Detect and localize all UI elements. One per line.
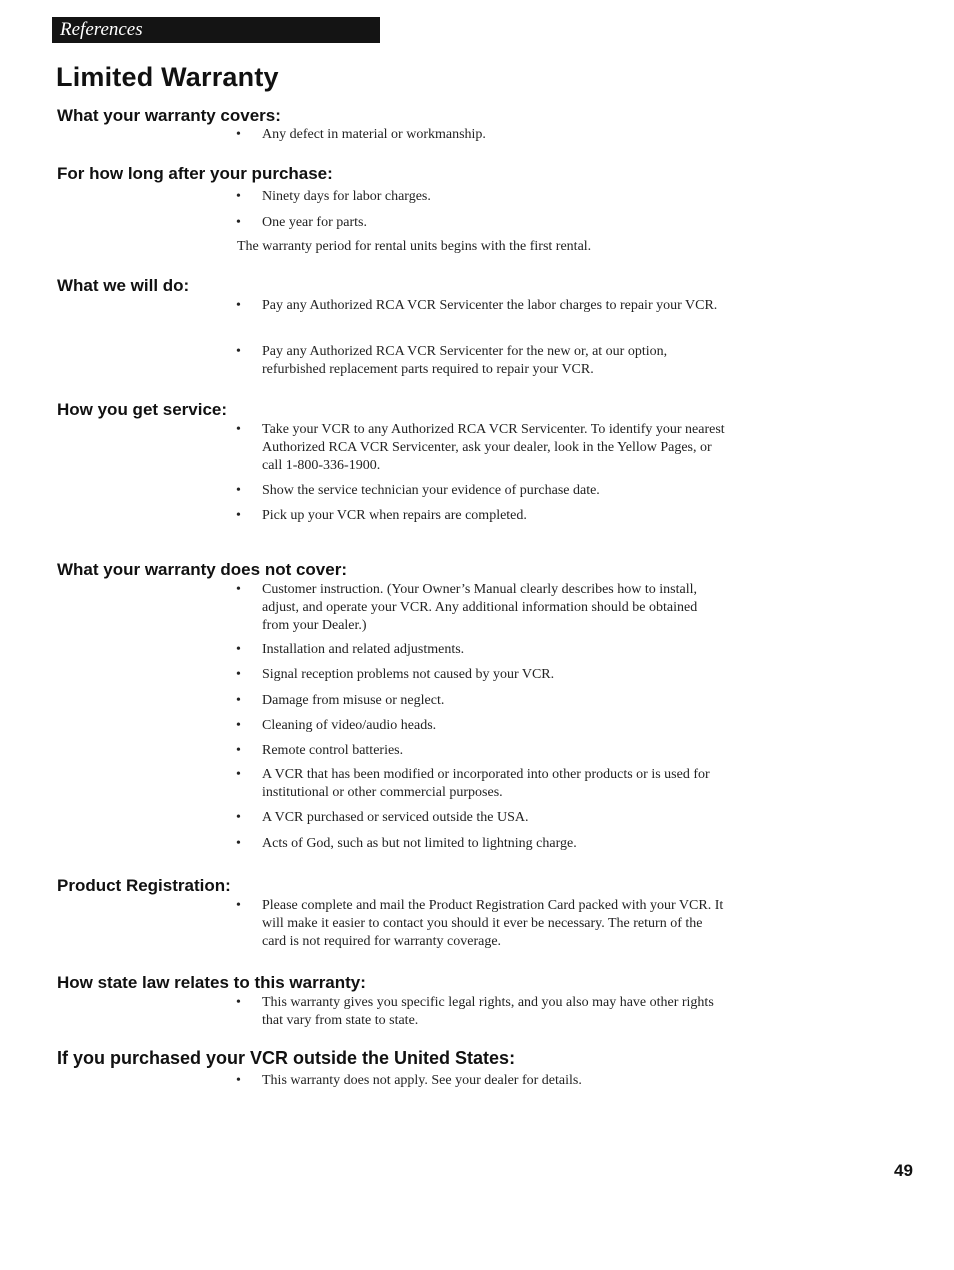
bullet-icon: •	[236, 189, 241, 204]
bullet-icon: •	[236, 767, 241, 782]
list-item: • Acts of God, such as but not limited to lightning charge.	[236, 836, 577, 851]
bullet-icon: •	[236, 810, 241, 825]
bullet-icon: •	[236, 215, 241, 230]
list-item: • Installation and related adjustments.	[236, 642, 465, 657]
list-item: • Cleaning of video/audio heads.	[236, 718, 437, 733]
page-number: 49	[894, 1161, 913, 1180]
heading-service: How you get service:	[57, 400, 228, 419]
heading-not-cover: What your warranty does not cover:	[57, 560, 347, 579]
bullet-icon: •	[236, 667, 241, 682]
list-item: • Ninety days for labor charges.	[236, 189, 431, 204]
list-item: • Signal reception problems not caused by your VCR.	[236, 667, 555, 682]
bullet-icon: •	[236, 693, 241, 708]
bullet-icon: •	[236, 898, 241, 913]
list-item: • A VCR that has been modified or incorporated into other products or is used for institutional or other commercial purposes.	[236, 767, 710, 800]
list-item: • A VCR purchased or serviced outside the USA.	[236, 810, 529, 825]
bullet-icon: •	[236, 344, 241, 359]
bullet-icon: •	[236, 483, 241, 498]
heading-will-do: What we will do:	[57, 276, 190, 295]
list-item: • Pay any Authorized RCA VCR Servicenter for the new or, at our option, refurbished replacement parts required to repair your VCR.	[236, 344, 668, 377]
bullet-icon: •	[236, 422, 241, 437]
list-item: • Please complete and mail the Product Registration Card packed with your VCR. It will make it easier to contact you should it ever be necessary. The return of the card is not required for warranty coverage.	[236, 898, 724, 949]
bullet-icon: •	[236, 743, 241, 758]
section-header-bar	[52, 17, 380, 43]
list-item: • Pick up your VCR when repairs are completed.	[236, 508, 527, 523]
list-item: • Pay any Authorized RCA VCR Servicenter the labor charges to repair your VCR.	[236, 298, 718, 313]
bullet-icon: •	[236, 127, 241, 142]
list-item: • One year for parts.	[236, 215, 367, 230]
heading-covers: What your warranty covers:	[57, 106, 281, 125]
list-item: • Customer instruction. (Your Owner’s Manual clearly describes how to install, adjust, and operate your VCR. Any additional information should be obtained from your Dealer.)	[236, 582, 698, 633]
heading-outside-us: If you purchased your VCR outside the United States:	[57, 1048, 516, 1068]
rental-note: The warranty period for rental units begins with the first rental.	[237, 239, 592, 254]
bullet-icon: •	[236, 836, 241, 851]
list-item: • Remote control batteries.	[236, 743, 404, 758]
bullet-icon: •	[236, 995, 241, 1010]
bullet-icon: •	[236, 1073, 241, 1088]
list-item: • This warranty does not apply. See your dealer for details.	[236, 1073, 582, 1088]
list-item: • Show the service technician your evidence of purchase date.	[236, 483, 600, 498]
bullet-icon: •	[236, 582, 241, 597]
bullet-icon: •	[236, 298, 241, 313]
section-label: References	[60, 19, 143, 40]
list-item: • Any defect in material or workmanship.	[236, 127, 486, 142]
bullet-icon: •	[236, 508, 241, 523]
list-item: • This warranty gives you specific legal rights, and you also may have other rights that vary from state to state.	[236, 995, 714, 1028]
bullet-icon: •	[236, 718, 241, 733]
bullet-icon: •	[236, 642, 241, 657]
heading-state-law: How state law relates to this warranty:	[57, 973, 366, 992]
heading-registration: Product Registration:	[57, 876, 231, 895]
page-title: Limited Warranty	[56, 62, 279, 92]
heading-how-long: For how long after your purchase:	[57, 164, 333, 183]
list-item: • Take your VCR to any Authorized RCA VCR Servicenter. To identify your nearest Authorized RCA VCR Servicenter, ask your dealer, look in the Yellow Pages, or call 1-800-336-1900.	[236, 422, 725, 473]
list-item: • Damage from misuse or neglect.	[236, 693, 445, 708]
